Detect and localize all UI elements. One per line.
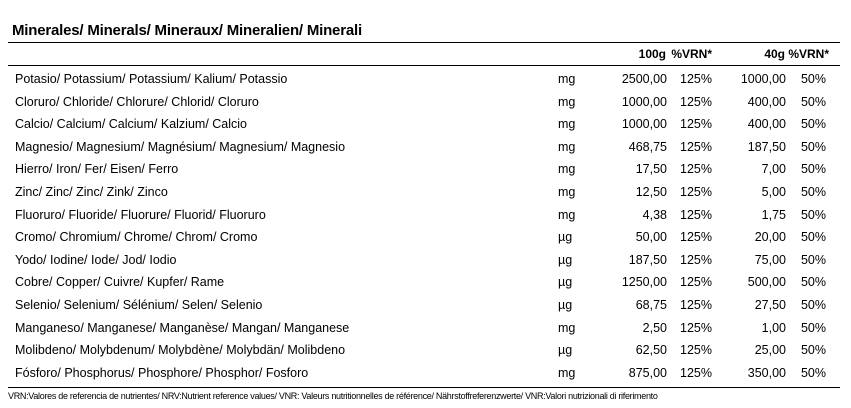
vrn-40g-cell: 50% <box>800 117 826 132</box>
table-row <box>0 72 851 95</box>
vrn-100g-cell: 125% <box>680 185 712 199</box>
vrn-100g-cell: 125% <box>680 365 712 380</box>
header-vrn-100g: %VRN* <box>671 47 712 61</box>
vrn-100g-cell: 125% <box>680 207 712 222</box>
table-row <box>0 162 851 185</box>
value-40g-cell: 75,00 <box>754 252 786 267</box>
table-row <box>0 275 851 298</box>
table-row <box>0 230 851 253</box>
vrn-40g-cell: 50% <box>800 365 826 380</box>
unit-cell: µg <box>558 298 573 312</box>
title-divider <box>8 42 840 43</box>
value-100g-cell: 2,50 <box>642 320 667 335</box>
value-40g-cell: 1,00 <box>761 320 786 335</box>
vrn-40g-cell: 50% <box>800 343 826 358</box>
unit-cell: mg <box>558 320 576 335</box>
table-row <box>0 208 851 231</box>
unit-cell: µg <box>558 252 573 267</box>
mineral-name: Yodo/ Iodine/ Iode/ Jod/ Iodio <box>15 252 177 267</box>
header-40g: 40g <box>764 47 785 61</box>
value-100g-cell: 68,75 <box>635 298 667 312</box>
header-100g: 100g <box>638 47 666 61</box>
vrn-40g-cell: 50% <box>800 94 826 109</box>
table-row <box>0 298 851 321</box>
vrn-100g-cell: 125% <box>680 117 712 132</box>
mineral-name: Zinc/ Zinc/ Zinc/ Zink/ Zinco <box>15 185 168 199</box>
vrn-100g-cell: 125% <box>680 343 712 358</box>
mineral-name: Selenio/ Selenium/ Sélénium/ Selen/ Selenio <box>15 298 263 312</box>
mineral-name: Fósforo/ Phosphorus/ Phosphore/ Phosphor/ Fosforo <box>15 365 309 380</box>
vrn-100g-cell: 125% <box>680 275 712 290</box>
value-40g-cell: 1000,00 <box>740 72 786 86</box>
table-row <box>0 185 851 208</box>
unit-cell: mg <box>558 94 576 109</box>
vrn-100g-cell: 125% <box>680 230 712 245</box>
vrn-100g-cell: 125% <box>680 94 712 109</box>
unit-cell: mg <box>558 117 576 132</box>
value-40g-cell: 27,50 <box>754 298 786 312</box>
value-100g-cell: 1000,00 <box>621 94 667 109</box>
vrn-40g-cell: 50% <box>800 72 826 86</box>
mineral-name: Hierro/ Iron/ Fer/ Eisen/ Ferro <box>15 162 179 177</box>
vrn-40g-cell: 50% <box>800 207 826 222</box>
value-40g-cell: 187,50 <box>747 139 786 154</box>
table-row <box>0 95 851 118</box>
value-100g-cell: 12,50 <box>635 185 667 199</box>
value-100g-cell: 17,50 <box>635 162 667 177</box>
value-100g-cell: 2500,00 <box>621 72 667 86</box>
table-row <box>0 140 851 163</box>
header-divider <box>8 65 840 66</box>
footnote: VRN:Valores de referencia de nutrientes/ NRV:Nutrient reference values/ VNR: Valeurs nutritionnelles de référence/ Nährstoffreferenzwerte/ VNR:Valori nutrizionali di riferimento <box>8 391 658 401</box>
mineral-name: Magnesio/ Magnesium/ Magnésium/ Magnesium/ Magnesio <box>15 139 346 154</box>
vrn-100g-cell: 125% <box>680 320 712 335</box>
vrn-100g-cell: 125% <box>680 252 712 267</box>
value-40g-cell: 400,00 <box>747 117 786 132</box>
unit-cell: mg <box>558 162 576 177</box>
value-40g-cell: 1,75 <box>761 207 786 222</box>
mineral-name: Fluoruro/ Fluoride/ Fluorure/ Fluorid/ Fluoruro <box>15 207 266 222</box>
vrn-40g-cell: 50% <box>800 230 826 245</box>
value-100g-cell: 4,38 <box>642 207 667 222</box>
value-100g-cell: 875,00 <box>628 365 667 380</box>
table-row <box>0 343 851 366</box>
vrn-100g-cell: 125% <box>680 139 712 154</box>
vrn-40g-cell: 50% <box>800 162 826 177</box>
header-vrn-40g: %VRN* <box>788 47 829 61</box>
table-title: Minerales/ Minerals/ Mineraux/ Mineralien/ Minerali <box>12 22 362 39</box>
mineral-name: Cobre/ Copper/ Cuivre/ Kupfer/ Rame <box>15 275 225 290</box>
value-100g-cell: 187,50 <box>628 252 667 267</box>
vrn-40g-cell: 50% <box>800 320 826 335</box>
mineral-name: Calcio/ Calcium/ Calcium/ Kalzium/ Calcio <box>15 117 248 132</box>
vrn-40g-cell: 50% <box>800 139 826 154</box>
vrn-100g-cell: 125% <box>680 298 712 312</box>
value-100g-cell: 1250,00 <box>621 275 667 290</box>
unit-cell: mg <box>558 185 576 199</box>
value-40g-cell: 500,00 <box>747 275 786 290</box>
value-40g-cell: 5,00 <box>761 185 786 199</box>
value-100g-cell: 1000,00 <box>621 117 667 132</box>
table-row <box>0 366 851 389</box>
unit-cell: mg <box>558 365 576 380</box>
value-40g-cell: 7,00 <box>761 162 786 177</box>
table-row <box>0 253 851 276</box>
unit-cell: mg <box>558 72 576 86</box>
vrn-40g-cell: 50% <box>800 185 826 199</box>
value-40g-cell: 350,00 <box>747 365 786 380</box>
table-row <box>0 117 851 140</box>
unit-cell: µg <box>558 230 573 245</box>
vrn-100g-cell: 125% <box>680 162 712 177</box>
mineral-name: Potasio/ Potassium/ Potassium/ Kalium/ Potassio <box>15 72 288 86</box>
value-40g-cell: 400,00 <box>747 94 786 109</box>
footer-divider <box>8 387 840 388</box>
vrn-40g-cell: 50% <box>800 298 826 312</box>
value-100g-cell: 62,50 <box>635 343 667 358</box>
unit-cell: µg <box>558 343 573 358</box>
vrn-100g-cell: 125% <box>680 72 712 86</box>
vrn-40g-cell: 50% <box>800 252 826 267</box>
vrn-40g-cell: 50% <box>800 275 826 290</box>
unit-cell: mg <box>558 139 576 154</box>
value-40g-cell: 25,00 <box>754 343 786 358</box>
unit-cell: mg <box>558 207 576 222</box>
mineral-name: Cromo/ Chromium/ Chrome/ Chrom/ Cromo <box>15 230 258 245</box>
mineral-name: Cloruro/ Chloride/ Chlorure/ Chlorid/ Cloruro <box>15 94 259 109</box>
value-100g-cell: 468,75 <box>628 139 667 154</box>
table-row <box>0 321 851 344</box>
unit-cell: µg <box>558 275 573 290</box>
mineral-name: Manganeso/ Manganese/ Manganèse/ Mangan/ Manganese <box>15 320 350 335</box>
value-40g-cell: 20,00 <box>754 230 786 245</box>
mineral-name: Molibdeno/ Molybdenum/ Molybdène/ Molybdän/ Molibdeno <box>15 343 346 358</box>
value-100g-cell: 50,00 <box>635 230 667 245</box>
